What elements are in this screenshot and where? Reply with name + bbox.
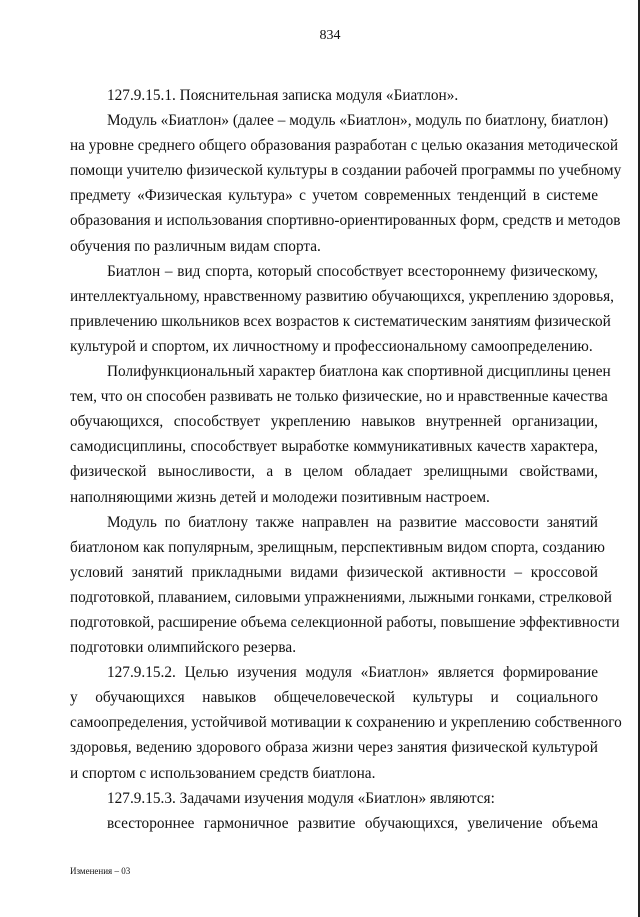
text-line: помощи учителю физической культуры в создании рабочей программы по учебному — [70, 162, 622, 180]
text-line: здоровья, ведению здорового образа жизни через занятия физической культурой — [70, 739, 598, 757]
paragraph — [70, 83, 598, 108]
text-line: 127.9.15.3. Задачами изучения модуля «Биатлон» являются: — [107, 789, 495, 807]
text-line: тем, что он способен развивать не только физические, но и нравственные качества — [70, 388, 608, 406]
text-line: всестороннее гармоничное развитие обучающихся, увеличение объема — [107, 814, 598, 832]
paragraph — [70, 359, 611, 510]
text-line: физической выносливости, а в целом обладает зрелищными свойствами, — [70, 463, 598, 481]
text-line: подготовки олимпийского резерва. — [70, 639, 297, 657]
text-line: на уровне среднего общего образования разработан с целью оказания методической — [70, 137, 619, 155]
text-line: обучающихся, способствует укреплению навыков внутренней организации, — [70, 413, 598, 431]
text-line: 127.9.15.2. Целью изучения модуля «Биатлон» является формирование — [107, 664, 598, 682]
paragraph — [70, 811, 598, 836]
page-number: 834 — [319, 28, 341, 43]
document-body — [70, 83, 622, 836]
text-line: Модуль по биатлону также направлен на развитие массовости занятий — [107, 513, 598, 531]
text-line: биатлоном как популярным, зрелищным, перспективным видом спорта, созданию — [70, 538, 605, 556]
text-line: интеллектуальному, нравственному развитию обучающихся, укреплению здоровья, — [70, 287, 614, 305]
text-line: у обучающихся навыков общечеловеческой культуры и социального — [70, 689, 598, 707]
text-line: подготовкой, плаванием, силовыми упражнениями, лыжными гонками, стрелковой — [70, 588, 612, 606]
text-line: самодисциплины, способствует выработке коммуникативных качеств характера, — [70, 438, 598, 456]
text-line: привлечению школьников всех возрастов к систематическим занятиям физической — [70, 312, 611, 330]
paragraph — [70, 108, 622, 259]
text-line: наполняющими жизнь детей и молодежи позитивным настроем. — [70, 488, 490, 506]
text-line: условий занятий прикладными видами физической активности – кроссовой — [70, 563, 598, 581]
paragraph — [70, 786, 598, 811]
text-line: самоопределения, устойчивой мотивации к сохранению и укреплению собственного — [70, 714, 622, 732]
text-line: Полифункциональный характер биатлона как спортивной дисциплины ценен — [107, 363, 611, 381]
text-line: культурой и спортом, их личностному и профессиональному самоопределению. — [70, 337, 593, 355]
footer-revision: Изменения – 03 — [70, 866, 131, 876]
paragraph — [70, 510, 620, 661]
text-line: образования и использования спортивно-ориентированных форм, средств и методов — [70, 212, 621, 230]
text-line: Модуль «Биатлон» (далее – модуль «Биатлон», модуль по биатлону, биатлон) — [107, 112, 609, 130]
paragraph — [70, 660, 622, 785]
paragraph — [70, 259, 614, 359]
text-line: Биатлон – вид спорта, который способствует всестороннему физическому, — [107, 262, 598, 280]
text-line: подготовкой, расширение объема селекционной работы, повышение эффективности — [70, 613, 620, 631]
text-line: и спортом с использованием средств биатлона. — [70, 764, 376, 782]
text-line: предмету «Физическая культура» с учетом современных тенденций в системе — [70, 187, 598, 205]
text-line: обучения по различным видам спорта. — [70, 237, 321, 255]
text-line: 127.9.15.1. Пояснительная записка модуля «Биатлон». — [107, 87, 459, 104]
